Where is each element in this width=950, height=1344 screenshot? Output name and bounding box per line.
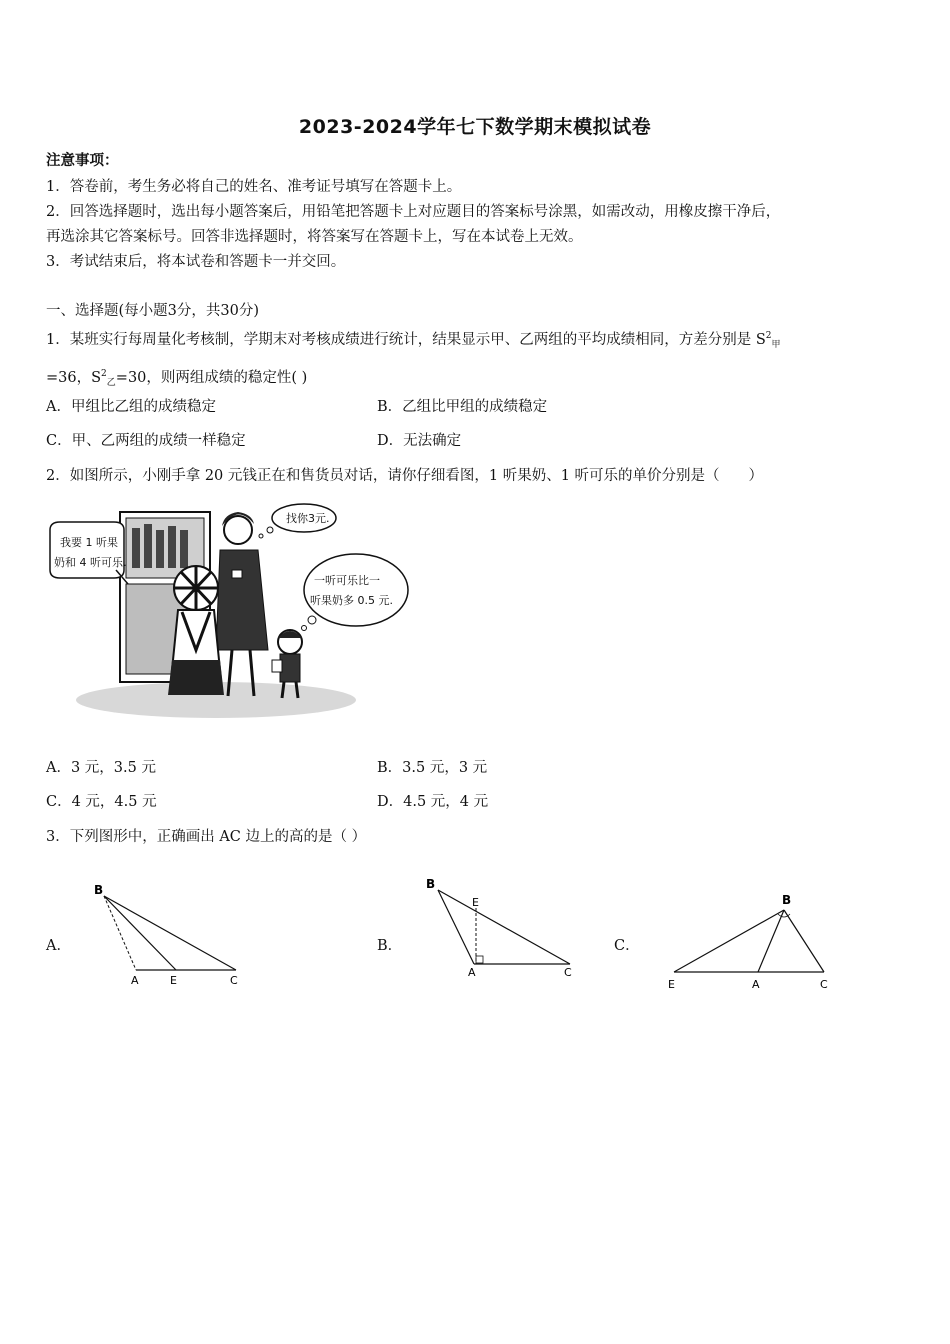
q3-figure-b[interactable] — [420, 872, 582, 984]
q1-sup1: 2 — [765, 331, 772, 341]
q1-stem-text-2b: =30，则两组成绩的稳定性( ) — [115, 370, 308, 386]
shop-cartoon-illustration — [46, 500, 410, 724]
q2-option-a[interactable]: A．3 元，3.5 元 — [46, 760, 156, 776]
section-heading: 一、选择题(每小题3分，共30分) — [46, 303, 259, 319]
bubble-left-line2: 奶和 4 听可乐. — [54, 556, 127, 569]
fig-b-label-b: B — [426, 877, 436, 891]
triangle-figure-b — [420, 872, 582, 984]
q1-option-a[interactable]: A．甲组比乙组的成绩稳定 — [46, 399, 216, 415]
fig-a-label-b: B — [94, 883, 104, 897]
bubble-left-line1: 我要 1 听果 — [60, 536, 118, 549]
q3-option-c-label[interactable]: C． — [614, 938, 640, 954]
q1-sub2: 乙 — [106, 378, 116, 388]
q2-cartoon-figure — [46, 500, 410, 724]
q1-option-b[interactable]: B．乙组比甲组的成绩稳定 — [377, 399, 548, 415]
q1-option-c[interactable]: C．甲、乙两组的成绩一样稳定 — [46, 433, 246, 449]
notice-item-3: 3．考试结束后，将本试卷和答题卡一并交回。 — [46, 254, 346, 270]
fig-c-label-b: B — [782, 893, 792, 907]
fig-a-label-e: E — [170, 974, 177, 987]
q2-option-c[interactable]: C．4 元，4.5 元 — [46, 794, 157, 810]
q3-option-b-label[interactable]: B． — [377, 938, 403, 954]
q2-option-d[interactable]: D．4.5 元，4 元 — [377, 794, 489, 810]
triangle-figure-c — [664, 890, 840, 994]
fig-b-label-c: C — [564, 966, 572, 979]
fig-a-label-a: A — [131, 974, 139, 987]
fig-c-label-e: E — [668, 978, 675, 991]
q1-sup2: 2 — [101, 369, 107, 379]
q1-option-d[interactable]: D．无法确定 — [377, 433, 462, 449]
fig-b-label-e: E — [472, 896, 479, 909]
q2-option-b[interactable]: B．3.5 元，3 元 — [377, 760, 488, 776]
q3-option-a-label[interactable]: A． — [46, 938, 71, 954]
fig-b-label-a: A — [468, 966, 476, 979]
q1-stem-text: 1．某班实行每周量化考核制，学期末对考核成绩进行统计，结果显示甲、乙两组的平均成绩相同，方差分别是 S — [46, 332, 766, 348]
q2-stem: 2．如图所示，小刚手拿 20 元钱正在和售货员对话，请你仔细看图，1 听果奶、1 听可乐的单价分别是（ ） — [46, 468, 764, 484]
notice-item-2-cont: 再选涂其它答案标号。回答非选择题时，将答案写在答题卡上，写在本试卷上无效。 — [46, 229, 583, 245]
fig-c-label-c: C — [820, 978, 828, 991]
notice-heading: 注意事项： — [46, 152, 119, 169]
q1-sub1: 甲 — [771, 340, 781, 350]
bubble-right-line1: 一听可乐比一 — [314, 574, 380, 587]
fig-c-label-a: A — [752, 978, 760, 991]
q3-stem: 3．下列图形中，正确画出 AC 边上的高的是（ ） — [46, 829, 367, 845]
q3-figure-c[interactable] — [664, 890, 840, 994]
bubble-top: 找你3元. — [286, 512, 330, 525]
q3-figure-a[interactable] — [90, 878, 250, 990]
q1-stem-line1 — [46, 326, 781, 355]
fig-a-label-c: C — [230, 974, 238, 987]
notice-item-2: 2．回答选择题时，选出每小题答案后，用铅笔把答题卡上对应题目的答案标号涂黑，如需改动，用橡皮擦干净后， — [46, 204, 781, 220]
bubble-right-line2: 听果奶多 0.5 元. — [310, 594, 393, 607]
triangle-figure-a — [90, 878, 250, 990]
q1-stem-line2 — [46, 364, 307, 393]
page-title: 2023-2024学年七下数学期末模拟试卷 — [298, 116, 652, 138]
q1-stem-text-2a: =36，S — [46, 370, 102, 386]
notice-item-1: 1．答卷前，考生务必将自己的姓名、准考证号填写在答题卡上。 — [46, 179, 462, 195]
